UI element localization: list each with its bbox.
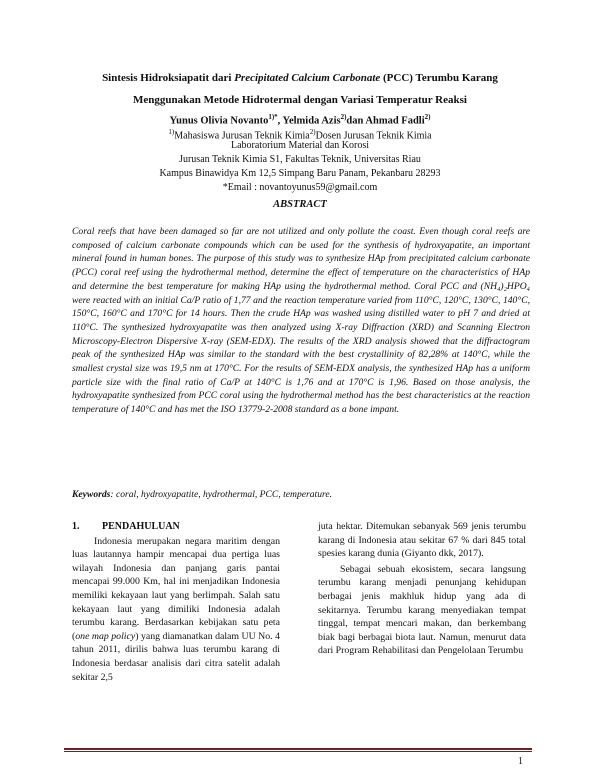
keywords: Keywords: coral, hydroxyapatite, hydrothermal, PCC, temperature. bbox=[72, 489, 333, 500]
abstract-heading: ABSTRACT bbox=[273, 199, 327, 210]
affiliation-line-3: Jurusan Teknik Kimia S1, Fakultas Teknik, Universitas Riau bbox=[179, 154, 421, 165]
abstract-text: Coral reefs that have been damaged so far are not utilized and only pollute the coast. Even though coral reefs are composed of calcium carbonate compounds which can be used for the synthesis of hydroxyapatite, an important mineral found in human bones. The purpose of this study was to synthesize HAp from precipitated calcium carbonate (PCC) coral reef using the hydrothermal method, determine the effect of temperature on the characteristics of HAp and determine the best temperature for making HAp using the hydrothermal method. Coral PCC and (NH₄)₂HPO₄ were reacted with an initial Ca/P ratio of 1,77 and the reaction temperature varied from 110°C, 120°C, 130°C, 140°C, 150°C, 160°C and 170°C for 14 hours. Then the crude HAp was washed using distilled water to pH 7 and dried at 110°C. The synthesized hydroxyapatite was then analyzed using X-ray Diffraction (XRD) and Scanning Electron Microscopy-Electron Dispersive X-ray (SEM-EDX). The results of the XRD analysis showed that the diffractogram peak of the synthesized HAp was similar to the standard with the best crystallinity of 82,28% at 140°C, while the smallest crystal size was 19,5 nm at 170°C. For the results of SEM-EDX analysis, the synthesized HAp has a uniform particle size with the final ratio of Ca/P at 140°C is 1,76 and at 170°C is 1,96. Based on those analysis, the hydroxyapatite synthesized from PCC coral using the hydrothermal method has the best characteristics at the reaction temperature of 140°C and has met the ISO 13779-2-2008 standard as a bone impant. bbox=[72, 226, 530, 416]
affiliation-line-2: Laboratorium Material dan Korosi bbox=[230, 140, 369, 151]
footer-rule bbox=[64, 748, 532, 750]
author-email: *Email : novantoyunus59@gmail.com bbox=[222, 182, 378, 193]
paragraph-intro: Indonesia merupakan negara maritim dengan luas lautannya hampir mencapai dua pertiga luas wilayah Indonesia dan panjang garis pantai mencapai 99.000 Km, hal ini menjadikan Indonesia memiliki kekayaan laut yang berlimpah. Salah satu kekayaan laut yang dimiliki Indonesia adalah terumbu karang. Berdasarkan kebijakan satu peta (one map policy) yang diamanatkan dalam UU No. 4 tahun 2011, dirilis bahwa luas terumbu karang di Indonesia berdasar analisis dari citra satelit adalah sekitar 2,5 bbox=[72, 535, 281, 683]
paragraph-ecosystem: Sebagai sebuah ekosistem, secara langsung terumbu karang menjadi penunjang kehidupan berbagai jenis makhluk hidup yang ada di sekitarnya. Terumbu karang menyediakan tempat tinggal, tempat mencari makan, dan berkembang biak bagi berbagai biota laut. Namun, menurut data dari Program Rehabilitasi dan Pengelolaan Terumbu bbox=[318, 563, 526, 657]
author-list: Yunus Olivia Novanto$^{1)*}$, Yelmida Azis$^{2)}$dan Ahmad Fadli$^{2)}$ bbox=[169, 113, 431, 127]
affiliation-line-1: $^{1)}$Mahasiswa Jurusan Teknik Kimia$^{2)}$Dosen Jurusan Teknik Kimia bbox=[168, 128, 432, 142]
section-heading: 1. PENDAHULUAN bbox=[72, 521, 180, 532]
page-number: 1 bbox=[518, 756, 523, 767]
paper-title-line-1: Sintesis Hidroksiapatit dari Precipitated Calcium Carbonate (PCC) Terumbu Karang bbox=[102, 72, 498, 84]
affiliation-line-4: Kampus Binawidya Km 12,5 Simpang Baru Panam, Pekanbaru 28293 bbox=[159, 168, 441, 179]
paper-title-line-2: Menggunakan Metode Hidrotermal dengan Variasi Temperatur Reaksi bbox=[133, 94, 467, 106]
left-column bbox=[72, 520, 280, 684]
footer-rule-thin bbox=[64, 751, 532, 752]
right-column bbox=[318, 520, 526, 658]
paragraph-continued: juta hektar. Ditemukan sebanyak 569 jenis terumbu karang di Indonesia atau sekitar 67 % dari 845 total spesies karang dunia (Giyanto dkk, 2017). bbox=[318, 521, 526, 560]
